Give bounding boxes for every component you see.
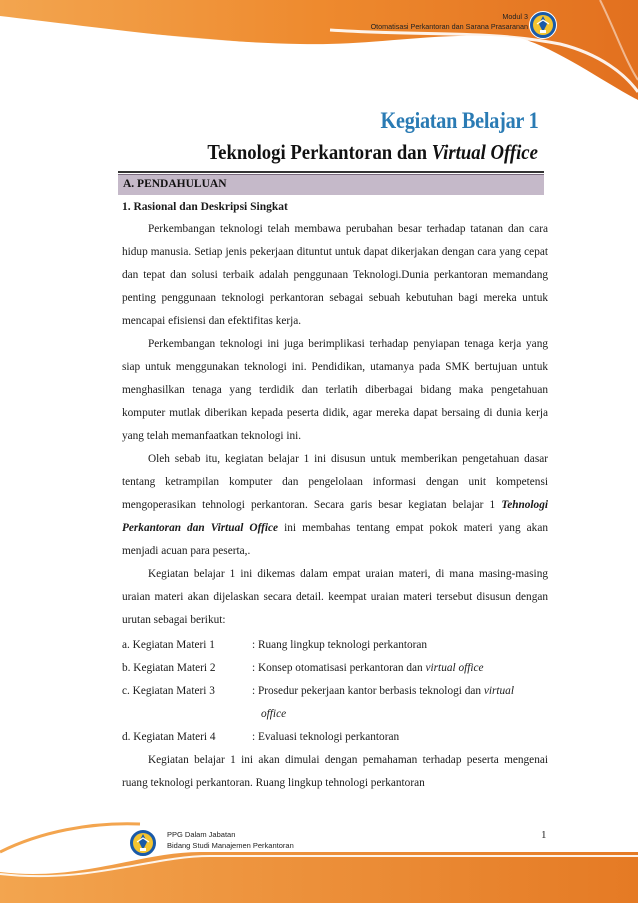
title-underline	[118, 171, 544, 173]
header-modul: Modul 3	[502, 12, 528, 21]
paragraph-3-emphasis: Tehnologi Perkantoran dan Virtual Office	[122, 499, 548, 534]
list-item-desc: : Evaluasi teknologi perkantoran	[252, 731, 400, 743]
list-item-label: c. Kegiatan Materi 3	[122, 685, 215, 697]
paragraph-3	[122, 448, 548, 563]
list-item	[122, 726, 548, 749]
main-title-italic: Virtual Office	[431, 140, 538, 164]
header-subtitle: Otomatisasi Perkantoran dan Sarana Prasaranan	[370, 22, 528, 31]
header-text	[371, 12, 528, 32]
paragraph-3-part-a: Oleh sebab itu, kegiatan belajar 1 ini disusun untuk memberikan pengetahuan dasar tentang ketrampilan komputer dan pengelolaan informasi dengan unit kompetensi mengoperasikan tehnologi perkantoran. Secara garis besar kegiatan belajar 1	[122, 453, 548, 511]
footer-line-2: Bidang Studi Manajemen Perkantoran	[167, 841, 294, 850]
body-text-continued	[122, 749, 548, 795]
section-heading: A. PENDAHULUAN	[123, 178, 227, 190]
paragraph-2: Perkembangan teknologi ini juga berimplikasi terhadap penyiapan tenaga kerja yang siap untuk menggunakan teknologi ini. Pendidikan, utamanya pada SMK bertujuan untuk menghasilkan tenaga yang terdidik dan terlatih diberbagai bidang maka pengetahuan komputer mutlak diberikan kepada peserta didik, agar mereka dapat bersaing di dunia kerja yang telah memanfaatkan teknologi ini.	[122, 338, 548, 442]
section-bar	[118, 174, 544, 195]
page-number: 1	[541, 829, 547, 841]
list-item-desc: : Prosedur pekerjaan kantor berbasis teknologi dan virtual office	[252, 685, 514, 720]
paragraph-3-part-b: ini membahas tentang empat pokok materi yang akan menjadi acuan para peserta,.	[122, 522, 548, 557]
list-item	[122, 657, 548, 680]
subheading: 1. Rasional dan Deskripsi Singkat	[122, 201, 288, 213]
list-item	[122, 680, 548, 726]
main-title-prefix: Teknologi Perkantoran dan	[207, 140, 432, 164]
list-item-desc: : Ruang lingkup teknologi perkantoran	[252, 639, 428, 651]
kegiatan-belajar-title: Kegiatan Belajar 1	[380, 108, 538, 133]
tut-wuri-handayani-footer-logo-icon	[128, 828, 158, 858]
materi-list	[122, 634, 548, 749]
main-title	[207, 140, 538, 165]
paragraph-1: Perkembangan teknologi telah membawa perubahan besar terhadap tatanan dan cara hidup manusia. Setiap jenis pekerjaan dituntut untuk dapat dikerjakan dengan cara yang cepat dan tepat dan solusi terbaik adalah penggunaan Teknologi.Dunia perkantoran memandang penting penggunaan teknologi perkantoran sebagai sebuah kebutuhan bagi mereka untuk mencapai efisiensi dan efektifitas kerja.	[122, 223, 548, 327]
list-item-label: a. Kegiatan Materi 1	[122, 639, 215, 651]
footer-line-1: PPG Dalam Jabatan	[167, 830, 236, 839]
list-item	[122, 634, 548, 657]
list-item-label: d. Kegiatan Materi 4	[122, 731, 216, 743]
paragraph-4: Kegiatan belajar 1 ini dikemas dalam empat uraian materi, di mana masing-masing uraian materi akan dijelaskan secara detail. keempat uraian materi tersebut disusun dengan urutan sebagai berikut:	[122, 568, 548, 626]
tut-wuri-handayani-logo-icon	[528, 10, 558, 40]
paragraph-5: Kegiatan belajar 1 ini akan dimulai dengan pemahaman terhadap peserta mengenai ruang teknologi perkantoran. Ruang lingkup tehnologi perkantoran	[122, 754, 548, 789]
list-item-label: b. Kegiatan Materi 2	[122, 662, 216, 674]
footer-banner	[0, 812, 638, 903]
list-item-desc: : Konsep otomatisasi perkantoran dan virtual office	[252, 662, 484, 674]
body-text	[122, 218, 548, 632]
footer-text	[167, 829, 294, 851]
